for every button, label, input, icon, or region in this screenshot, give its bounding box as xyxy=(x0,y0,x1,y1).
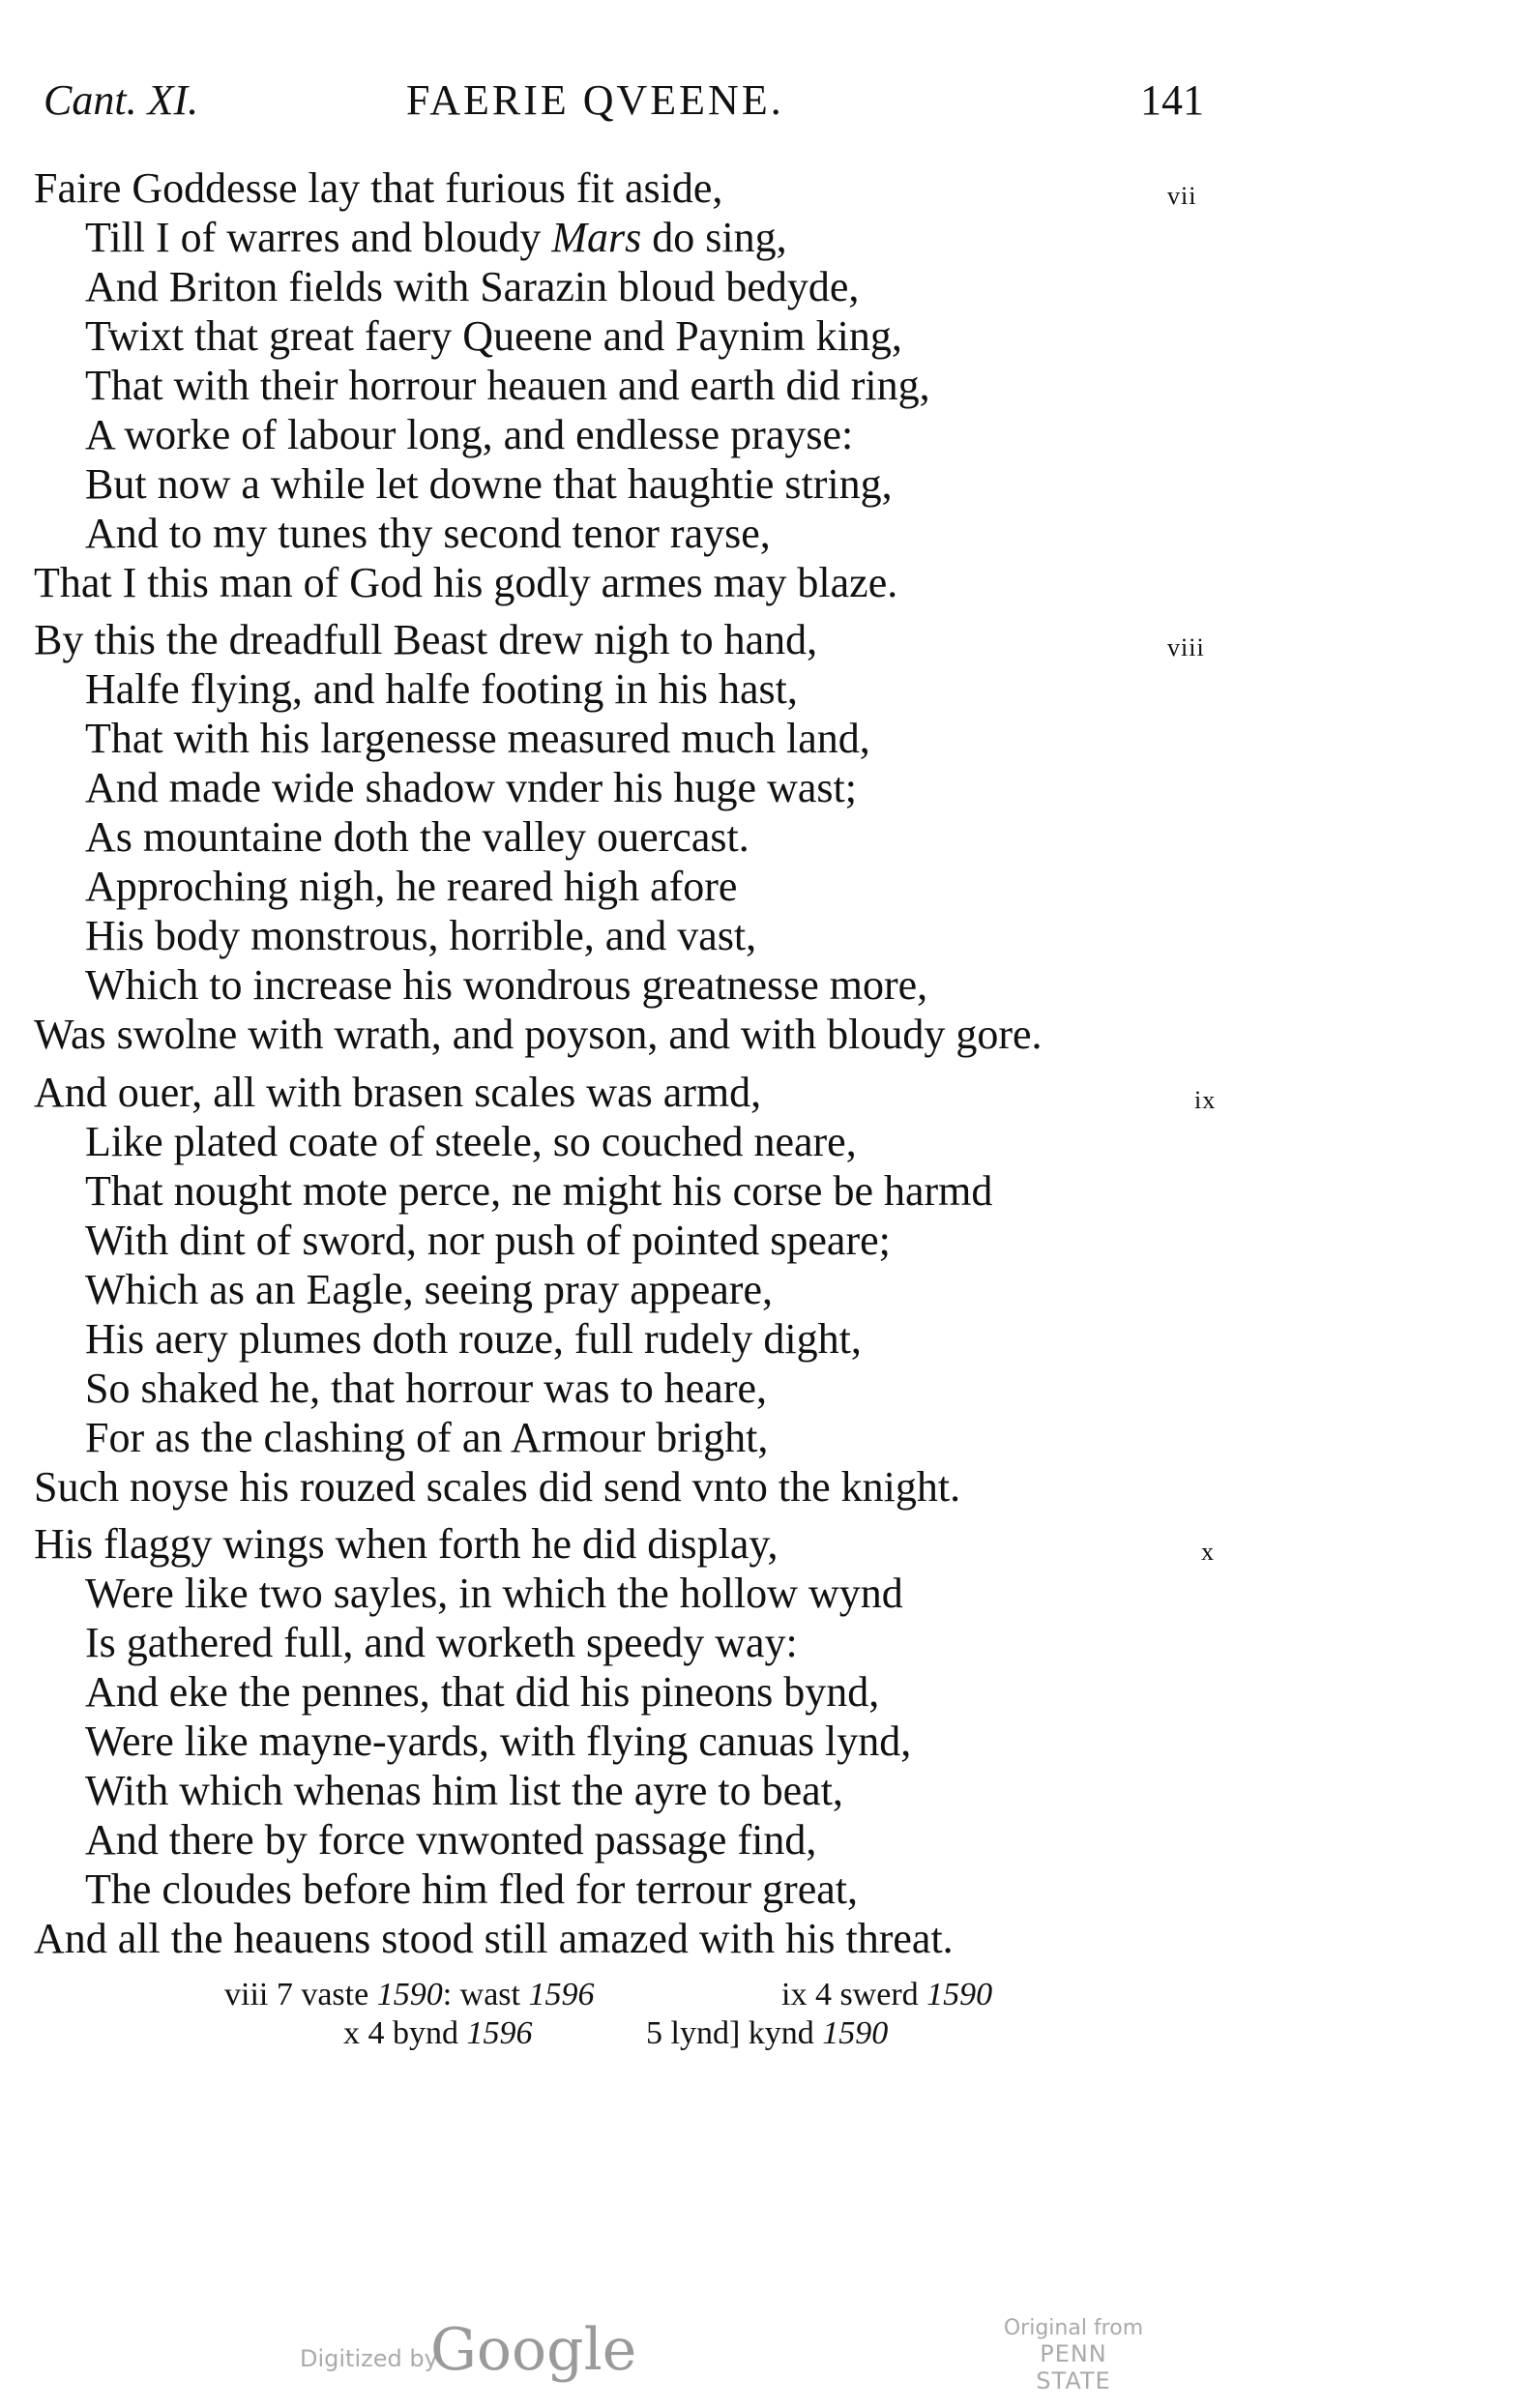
stanza-number: vii xyxy=(1167,182,1197,210)
note-line xyxy=(224,1977,594,2013)
verse-line: And ouer, all with brasen scales was armd, xyxy=(34,1069,762,1116)
verse-line: Which as an Eagle, seeing pray appeare, xyxy=(85,1266,773,1313)
verse-line: And there by force vnwonted passage find, xyxy=(85,1816,817,1864)
verse-line: And made wide shadow vnder his huge wast; xyxy=(85,764,857,811)
page-number: 141 xyxy=(1140,76,1204,124)
verse-line: Were like mayne-yards, with flying canuas lynd, xyxy=(85,1718,912,1765)
verse-line: With dint of sword, nor push of pointed speare; xyxy=(85,1217,891,1264)
verse-line: That I this man of God his godly armes may blaze. xyxy=(34,559,898,606)
verse-line: Till I of warres and bloudy Mars do sing, xyxy=(85,214,787,261)
note-text: viii 7 vaste xyxy=(224,1977,369,2012)
verse-line: Is gathered full, and worketh speedy way: xyxy=(85,1619,798,1666)
verse-line: Like plated coate of steele, so couched neare, xyxy=(85,1118,857,1165)
verse-line: A worke of labour long, and endlesse prayse: xyxy=(85,411,854,458)
note-line xyxy=(781,1977,992,2013)
note-year: 1590 xyxy=(376,1977,443,2012)
stanza-number: viii xyxy=(1167,633,1205,661)
verse-line: That nought mote perce, ne might his corse be harmd xyxy=(85,1167,993,1215)
note-year: 1590 xyxy=(926,1977,993,2012)
verse-line: As mountaine doth the valley ouercast. xyxy=(85,813,749,861)
verse-line: Such noyse his rouzed scales did send vnto the knight. xyxy=(34,1463,961,1511)
verse-line: By this the dreadfull Beast drew nigh to hand, xyxy=(34,616,818,663)
verse-line: And to my tunes thy second tenor rayse, xyxy=(85,510,771,557)
verse-line: His flaggy wings when forth he did display, xyxy=(34,1520,779,1568)
verse-line: For as the clashing of an Armour bright, xyxy=(85,1414,769,1461)
verse-line: With which whenas him list the ayre to beat, xyxy=(85,1767,843,1814)
source-watermark xyxy=(1001,2316,1146,2394)
verse-line: And eke the pennes, that did his pineons bynd, xyxy=(85,1668,880,1716)
verse-line: So shaked he, that horrour was to heare, xyxy=(85,1365,768,1412)
note-text: ix 4 swerd xyxy=(781,1977,919,2012)
note-year: 1596 xyxy=(466,2015,533,2051)
verse-line: The cloudes before him fled for terrour great, xyxy=(85,1865,858,1913)
institution-name: PENN STATE xyxy=(1036,2340,1111,2394)
stanza-number: x xyxy=(1201,1538,1215,1566)
verse-line: And Briton fields with Sarazin bloud bedyde, xyxy=(85,263,860,310)
running-header xyxy=(44,75,1204,133)
digitized-by-text: Digitized by xyxy=(300,2345,438,2372)
verse-line: And all the heauens stood still amazed with his threat. xyxy=(34,1915,954,1962)
note-year: 1596 xyxy=(528,1977,595,2012)
verse-line: But now a while let downe that haughtie string, xyxy=(85,460,893,508)
google-logo: Google xyxy=(430,2316,637,2384)
note-line xyxy=(646,2015,888,2052)
verse-line: Approching nigh, he reared high afore xyxy=(85,863,738,910)
verse-line: That with their horrour heauen and earth did ring, xyxy=(85,362,930,409)
note-year: 1590 xyxy=(822,2015,889,2051)
note-text: 5 lynd] kynd xyxy=(646,2015,814,2051)
verse-line: Faire Goddesse lay that furious fit aside, xyxy=(34,164,723,212)
verse-line: His aery plumes doth rouze, full rudely dight, xyxy=(85,1315,862,1363)
verse-line: Halfe flying, and halfe footing in his hast, xyxy=(85,665,798,713)
note-line xyxy=(343,2015,533,2052)
book-title: FAERIE QVEENE. xyxy=(406,76,784,124)
verse-line: Was swolne with wrath, and poyson, and with bloudy gore. xyxy=(34,1011,1043,1058)
verse-line: That with his largenesse measured much land, xyxy=(85,715,870,762)
verse-line: His body monstrous, horrible, and vast, xyxy=(85,912,757,959)
verse-line: Twixt that great faery Queene and Paynim king, xyxy=(85,312,902,360)
note-text: x 4 bynd xyxy=(343,2015,458,2051)
stanza-number: ix xyxy=(1194,1086,1217,1114)
note-text: : wast xyxy=(442,1977,520,2012)
original-from-text: Original from xyxy=(1003,2316,1144,2340)
canto-label: Cant. XI. xyxy=(44,76,199,124)
verse-line: Which to increase his wondrous greatnesse more, xyxy=(85,961,928,1009)
verse-line: Were like two sayles, in which the hollow wynd xyxy=(85,1570,903,1617)
